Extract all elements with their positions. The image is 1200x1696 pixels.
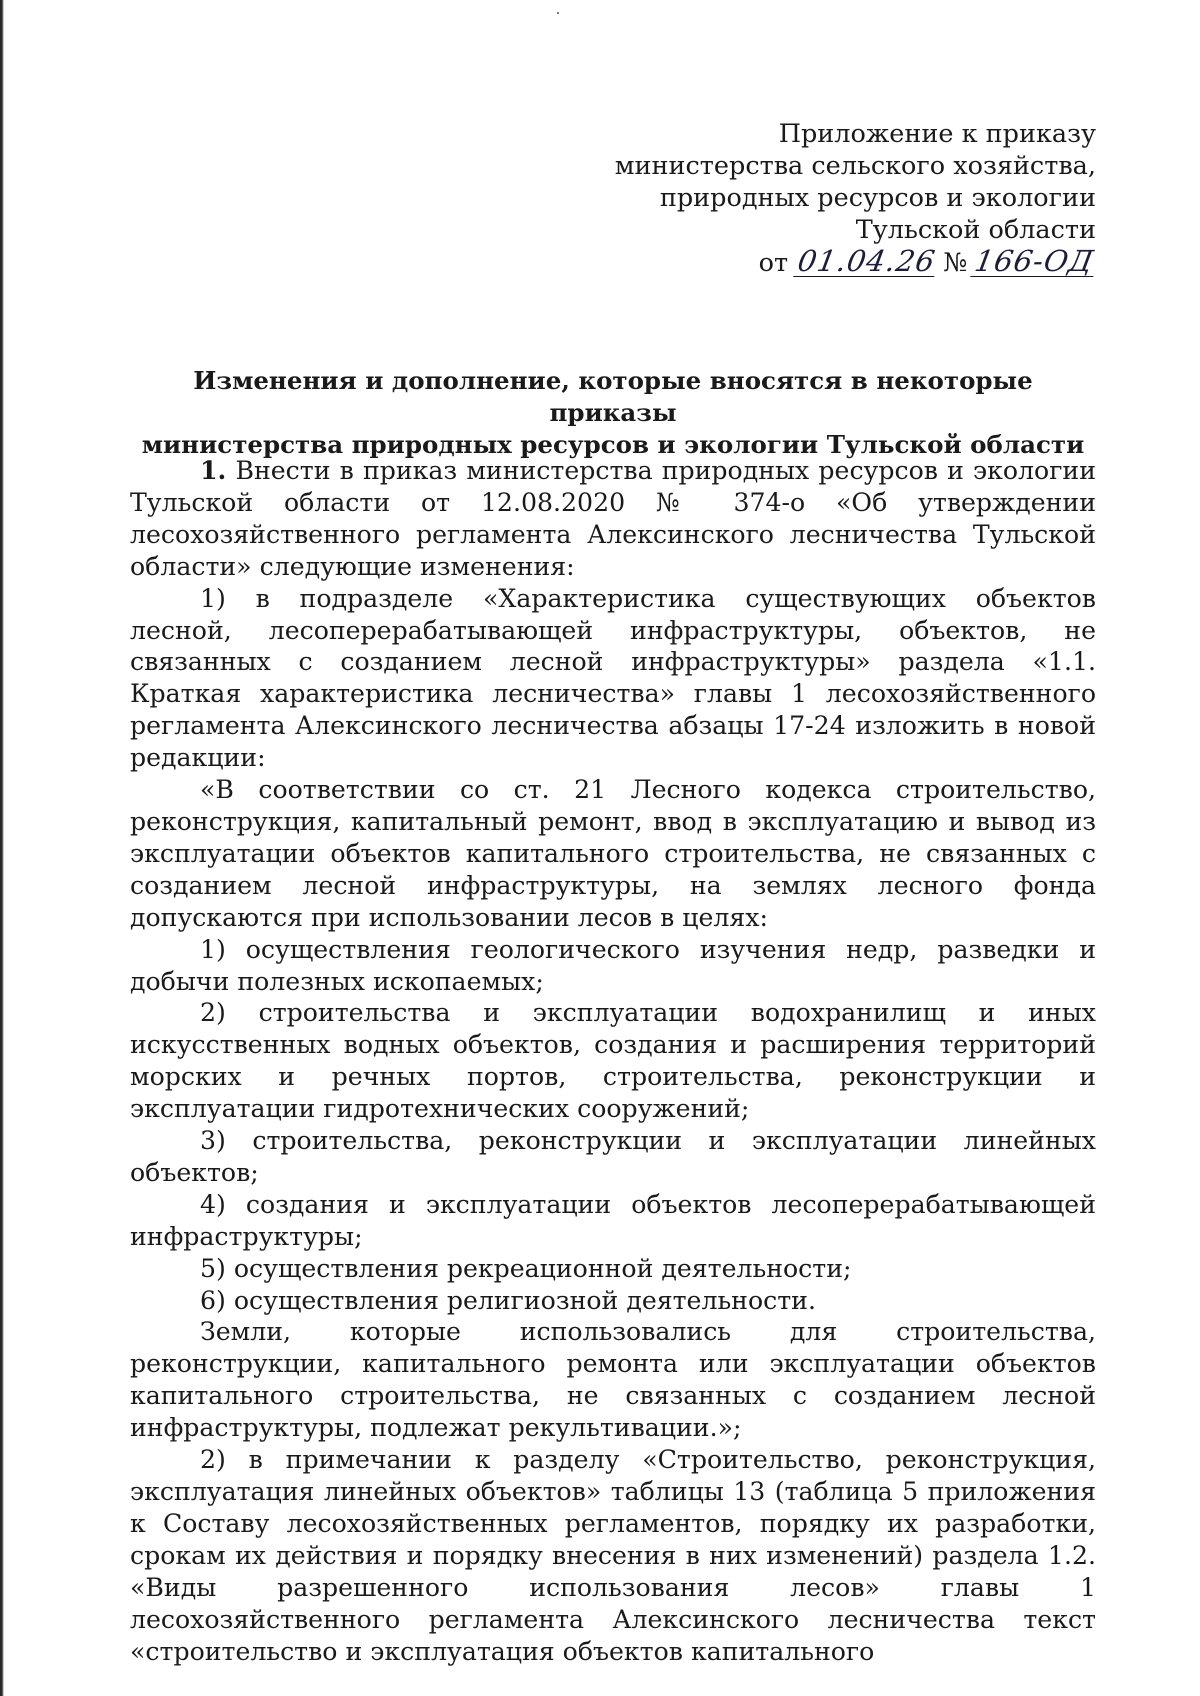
paragraph-reclamation: Земли, которые использовались для строительства, реконструкции, капитального ремонта или эксплуатации объектов капитального строительства, не связанных с созданием лесной инфраструктуры, подлежат рекультивации.»; [130, 1317, 1096, 1443]
appendix-line-1: Приложение к приказу [778, 119, 1096, 149]
order-date-number-line [536, 246, 1096, 284]
scan-left-edge [0, 0, 4, 1696]
paragraph-sub-2: 2) в примечании к разделу «Строительство, реконструкция, эксплуатация линейных объектов» таблицы 13 (таблица 5 приложения к Составу лесохозяйственных регламентов, порядку их разработки, срокам их действия и порядку внесения в них изменений) раздела 1.2. «Виды разрешенного использования лесов» главы 1 лесохозяйственного регламента Алексинского лесничества текст «строительство и эксплуатация объектов капитального [130, 1445, 1096, 1666]
list-item-1: 1) осуществления геологического изучения недр, разведки и добычи полезных ископаемых; [130, 934, 1096, 996]
paragraph-sub-1: 1) в подразделе «Характеристика существующих объектов лесной, лесоперерабатывающей инфраструктуры, объектов, не связанных с созданием лесной инфраструктуры» раздела «1.1. Краткая характеристика лесничества» главы 1 лесохозяйственного регламента Алексинского лесничества абзацы 17-24 изложить в новой редакции: [130, 583, 1096, 773]
document-body [130, 455, 1096, 1667]
paragraph-1-text: Внести в приказ министерства природных ресурсов и экологии Тульской области от 12.08.2020 № 374-о «Об утверждении лесохозяйственного регламента Алексинского лесничества Тульской области» следующие изменения: [130, 456, 1096, 581]
list-item-6: 6) осуществления религиозной деятельности. [200, 1285, 816, 1315]
list-item-2: 2) строительства и эксплуатации водохранилищ и иных искусственных водных объектов, создания и расширения территорий морских и речных портов, строительства, реконструкции и эксплуатации гидротехнических сооружений; [130, 998, 1096, 1124]
scan-speck [557, 12, 559, 14]
list-item-4: 4) создания и эксплуатации объектов лесоперерабатывающей инфраструктуры; [130, 1189, 1096, 1251]
appendix-line-3: природных ресурсов и экологии [659, 183, 1096, 213]
heading-line-1: Изменения и дополнение, которые вносятся в некоторые приказы [193, 366, 1033, 427]
appendix-line-2: министерства сельского хозяйства, [614, 151, 1096, 181]
paragraph-1-number: 1. [200, 455, 227, 485]
list-item-3: 3) строительства, реконструкции и эксплуатации линейных объектов; [130, 1126, 1096, 1187]
number-sign: № [943, 248, 968, 278]
handwritten-date: 01.04.26 [795, 244, 939, 278]
paragraph-quote-start: «В соответствии со ст. 21 Лесного кодекса строительство, реконструкция, капитальный ремонт, ввод в эксплуатацию и вывод из эксплуатации объектов капитального строительства, не связанных с созданием лесной инфраструктуры, на землях лесного фонда допускаются при использовании лесов в целях: [130, 775, 1096, 932]
heading-line-2: министерства природных ресурсов и экологии Тульской области [141, 430, 1085, 459]
appendix-line-4: Тульской области [855, 215, 1096, 245]
handwritten-order-number: 166-ОД [972, 244, 1098, 278]
date-prefix: от [758, 248, 789, 278]
appendix-block [536, 118, 1096, 284]
document-heading [130, 365, 1096, 461]
paragraph-1 [130, 455, 1096, 583]
list-item-5: 5) осуществления рекреационной деятельности; [200, 1253, 852, 1283]
